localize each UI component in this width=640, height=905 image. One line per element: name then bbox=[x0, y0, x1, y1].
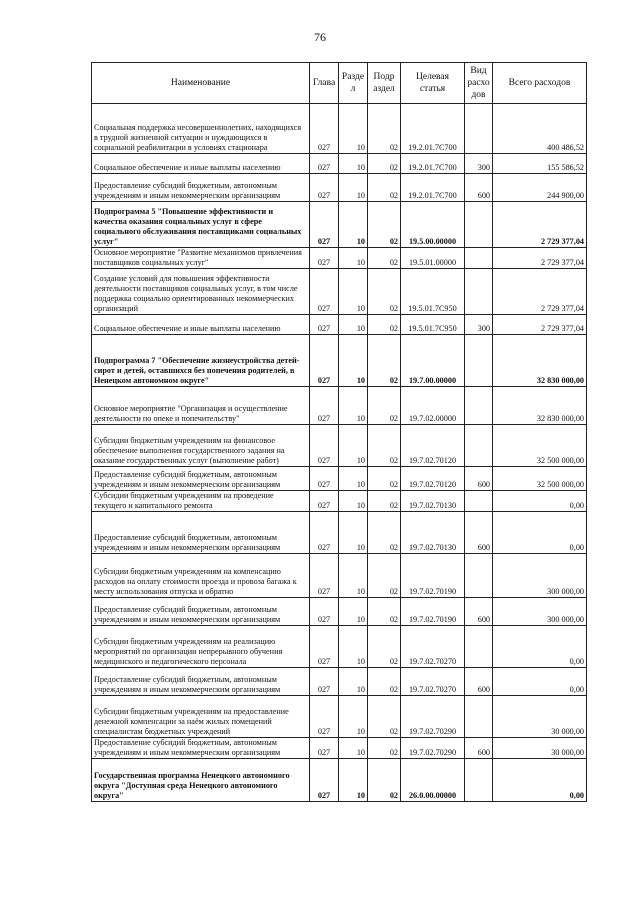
cell-razdel: 10 bbox=[339, 491, 368, 512]
cell-name: Субсидии бюджетным учреждениям на реализацию мероприятий по организации непрерывного обучения медицинского и педагогического персонала bbox=[92, 626, 310, 668]
cell-razdel: 10 bbox=[339, 335, 368, 387]
cell-name: Предоставление субсидий бюджетным, автономным учреждениям и иным некоммерческим организациям bbox=[92, 174, 310, 202]
cell-expense-type bbox=[465, 696, 493, 738]
cell-glava: 027 bbox=[310, 491, 339, 512]
cell-article: 19.2.01.7С700 bbox=[401, 104, 465, 154]
cell-razdel: 10 bbox=[339, 425, 368, 467]
table-row bbox=[92, 554, 587, 598]
header-expense-type: Вид расхо дов bbox=[465, 63, 493, 104]
table-row bbox=[92, 512, 587, 554]
cell-expense-type: 600 bbox=[465, 738, 493, 759]
cell-expense-type bbox=[465, 626, 493, 668]
cell-name: Предоставление субсидий бюджетным, автономным учреждениям и иным некоммерческим организациям bbox=[92, 738, 310, 759]
table-row bbox=[92, 598, 587, 626]
cell-expense-type: 600 bbox=[465, 512, 493, 554]
cell-name: Основное мероприятие "Развитие механизмов привлечения поставщиков социальных услуг" bbox=[92, 248, 310, 269]
cell-razdel: 10 bbox=[339, 467, 368, 491]
table-row bbox=[92, 315, 587, 335]
cell-expense-type bbox=[465, 269, 493, 315]
cell-podrazdel: 02 bbox=[368, 269, 401, 315]
cell-name: Предоставление субсидий бюджетным, автономным учреждениям и иным некоммерческим организациям bbox=[92, 467, 310, 491]
cell-article: 19.7.02.70270 bbox=[401, 668, 465, 696]
cell-razdel: 10 bbox=[339, 104, 368, 154]
cell-expense-type: 300 bbox=[465, 154, 493, 174]
cell-razdel: 10 bbox=[339, 387, 368, 425]
cell-razdel: 10 bbox=[339, 759, 368, 802]
cell-glava: 027 bbox=[310, 248, 339, 269]
cell-name: Основное мероприятие "Организация и осуществление деятельности по опеке и попечительству" bbox=[92, 387, 310, 425]
cell-expense-type bbox=[465, 387, 493, 425]
cell-expense-type: 600 bbox=[465, 598, 493, 626]
cell-name: Социальное обеспечение и иные выплаты населению bbox=[92, 154, 310, 174]
cell-podrazdel: 02 bbox=[368, 154, 401, 174]
cell-podrazdel: 02 bbox=[368, 626, 401, 668]
cell-total: 0,00 bbox=[493, 512, 587, 554]
table-row bbox=[92, 626, 587, 668]
cell-article: 19.2.01.7С700 bbox=[401, 174, 465, 202]
cell-article: 19.7.02.70130 bbox=[401, 512, 465, 554]
cell-podrazdel: 02 bbox=[368, 759, 401, 802]
cell-razdel: 10 bbox=[339, 202, 368, 248]
cell-name: Субсидии бюджетным учреждениям на проведение текущего и капитального ремонта bbox=[92, 491, 310, 512]
cell-article: 19.7.02.70270 bbox=[401, 626, 465, 668]
cell-name: Предоставление субсидий бюджетным, автономным учреждениям и иным некоммерческим организациям bbox=[92, 512, 310, 554]
cell-article: 19.7.02.70120 bbox=[401, 467, 465, 491]
cell-name: Подпрограмма 5 "Повышение эффективности и качества оказания социальных услуг в сфере социального обслуживания поставщиками социальных услуг" bbox=[92, 202, 310, 248]
cell-expense-type bbox=[465, 202, 493, 248]
cell-name: Подпрограмма 7 "Обеспечение жизнеустройства детей-сирот и детей, оставшихся без попечения родителей, в Ненецком автономном округе" bbox=[92, 335, 310, 387]
cell-total: 0,00 bbox=[493, 491, 587, 512]
header-podrazdel: Подр аздел bbox=[368, 63, 401, 104]
page-number: 76 bbox=[314, 30, 326, 44]
table-row bbox=[92, 738, 587, 759]
table-body bbox=[92, 104, 587, 802]
cell-article: 19.2.01.7С700 bbox=[401, 154, 465, 174]
cell-glava: 027 bbox=[310, 738, 339, 759]
header-total: Всего расходов bbox=[493, 63, 587, 104]
cell-name: Субсидии бюджетным учреждениям на финансовое обеспечение выполнения государственного задания на оказание государственных услуг (выполнение работ) bbox=[92, 425, 310, 467]
cell-total: 32 500 000,00 bbox=[493, 425, 587, 467]
cell-total: 2 729 377,04 bbox=[493, 202, 587, 248]
cell-podrazdel: 02 bbox=[368, 738, 401, 759]
header-glava: Глава bbox=[310, 63, 339, 104]
cell-glava: 027 bbox=[310, 598, 339, 626]
cell-article: 19.7.00.00000 bbox=[401, 335, 465, 387]
cell-total: 32 830 000,00 bbox=[493, 335, 587, 387]
cell-article: 19.7.02.00000 bbox=[401, 387, 465, 425]
cell-podrazdel: 02 bbox=[368, 598, 401, 626]
cell-glava: 027 bbox=[310, 104, 339, 154]
cell-expense-type: 600 bbox=[465, 668, 493, 696]
cell-total: 32 500 000,00 bbox=[493, 467, 587, 491]
cell-razdel: 10 bbox=[339, 269, 368, 315]
cell-total: 0,00 bbox=[493, 759, 587, 802]
table-row bbox=[92, 104, 587, 154]
table-row bbox=[92, 248, 587, 269]
cell-podrazdel: 02 bbox=[368, 387, 401, 425]
cell-razdel: 10 bbox=[339, 174, 368, 202]
cell-podrazdel: 02 bbox=[368, 668, 401, 696]
cell-glava: 027 bbox=[310, 335, 339, 387]
cell-total: 0,00 bbox=[493, 626, 587, 668]
table-row bbox=[92, 154, 587, 174]
cell-glava: 027 bbox=[310, 696, 339, 738]
cell-razdel: 10 bbox=[339, 154, 368, 174]
cell-glava: 027 bbox=[310, 425, 339, 467]
cell-podrazdel: 02 bbox=[368, 104, 401, 154]
cell-article: 19.7.02.70130 bbox=[401, 491, 465, 512]
cell-total: 2 729 377,04 bbox=[493, 315, 587, 335]
cell-name: Создание условий для повышения эффективности деятельности поставщиков социальных услуг, в том числе поддержка социально ориентированных некоммерческих организаций bbox=[92, 269, 310, 315]
cell-podrazdel: 02 bbox=[368, 512, 401, 554]
cell-razdel: 10 bbox=[339, 512, 368, 554]
cell-razdel: 10 bbox=[339, 626, 368, 668]
cell-total: 155 586,52 bbox=[493, 154, 587, 174]
cell-article: 19.7.02.70290 bbox=[401, 738, 465, 759]
cell-razdel: 10 bbox=[339, 668, 368, 696]
cell-razdel: 10 bbox=[339, 248, 368, 269]
cell-article: 19.5.00.00000 bbox=[401, 202, 465, 248]
cell-glava: 027 bbox=[310, 668, 339, 696]
header-article: Целевая статья bbox=[401, 63, 465, 104]
cell-razdel: 10 bbox=[339, 696, 368, 738]
cell-total: 0,00 bbox=[493, 668, 587, 696]
cell-podrazdel: 02 bbox=[368, 554, 401, 598]
cell-name: Субсидии бюджетным учреждениям на предоставление денежной компенсации за наём жилых помещений специалистам бюджетных учреждений bbox=[92, 696, 310, 738]
cell-glava: 027 bbox=[310, 626, 339, 668]
cell-total: 30 000,00 bbox=[493, 696, 587, 738]
cell-article: 26.0.00.00000 bbox=[401, 759, 465, 802]
table-row bbox=[92, 387, 587, 425]
cell-article: 19.7.02.70190 bbox=[401, 598, 465, 626]
cell-glava: 027 bbox=[310, 174, 339, 202]
cell-total: 400 486,52 bbox=[493, 104, 587, 154]
table-row bbox=[92, 668, 587, 696]
cell-glava: 027 bbox=[310, 512, 339, 554]
cell-name: Субсидии бюджетным учреждениям на компенсацию расходов на оплату стоимости проезда и провоза багажа к месту использования отпуска и обратно bbox=[92, 554, 310, 598]
table-row bbox=[92, 425, 587, 467]
header-name: Наименование bbox=[92, 63, 310, 104]
cell-razdel: 10 bbox=[339, 738, 368, 759]
table-row bbox=[92, 491, 587, 512]
cell-expense-type bbox=[465, 554, 493, 598]
cell-total: 2 729 377,04 bbox=[493, 248, 587, 269]
cell-glava: 027 bbox=[310, 759, 339, 802]
cell-expense-type bbox=[465, 491, 493, 512]
cell-expense-type bbox=[465, 248, 493, 269]
cell-total: 2 729 377,04 bbox=[493, 269, 587, 315]
cell-expense-type bbox=[465, 759, 493, 802]
cell-glava: 027 bbox=[310, 315, 339, 335]
cell-glava: 027 bbox=[310, 269, 339, 315]
cell-podrazdel: 02 bbox=[368, 174, 401, 202]
cell-expense-type bbox=[465, 104, 493, 154]
cell-expense-type: 600 bbox=[465, 174, 493, 202]
cell-total: 32 830 000,00 bbox=[493, 387, 587, 425]
cell-podrazdel: 02 bbox=[368, 315, 401, 335]
cell-podrazdel: 02 bbox=[368, 248, 401, 269]
table-row bbox=[92, 467, 587, 491]
header-razdel: Разде л bbox=[339, 63, 368, 104]
table-row bbox=[92, 202, 587, 248]
cell-total: 300 000,00 bbox=[493, 598, 587, 626]
cell-razdel: 10 bbox=[339, 598, 368, 626]
cell-podrazdel: 02 bbox=[368, 467, 401, 491]
cell-expense-type: 300 bbox=[465, 315, 493, 335]
cell-name: Предоставление субсидий бюджетным, автономным учреждениям и иным некоммерческим организациям bbox=[92, 668, 310, 696]
cell-podrazdel: 02 bbox=[368, 335, 401, 387]
cell-glava: 027 bbox=[310, 554, 339, 598]
cell-article: 19.5.01.7С950 bbox=[401, 269, 465, 315]
cell-razdel: 10 bbox=[339, 315, 368, 335]
table-row bbox=[92, 759, 587, 802]
cell-name: Социальное обеспечение и иные выплаты населению bbox=[92, 315, 310, 335]
cell-glava: 027 bbox=[310, 467, 339, 491]
cell-podrazdel: 02 bbox=[368, 202, 401, 248]
budget-table bbox=[91, 62, 587, 802]
cell-glava: 027 bbox=[310, 154, 339, 174]
table-header-row bbox=[92, 63, 587, 104]
cell-total: 244 900,00 bbox=[493, 174, 587, 202]
cell-article: 19.7.02.70290 bbox=[401, 696, 465, 738]
cell-podrazdel: 02 bbox=[368, 425, 401, 467]
cell-podrazdel: 02 bbox=[368, 696, 401, 738]
cell-total: 300 000,00 bbox=[493, 554, 587, 598]
cell-article: 19.5.01.7С950 bbox=[401, 315, 465, 335]
cell-total: 30 000,00 bbox=[493, 738, 587, 759]
cell-podrazdel: 02 bbox=[368, 491, 401, 512]
table-row bbox=[92, 174, 587, 202]
table-row bbox=[92, 696, 587, 738]
table-row bbox=[92, 335, 587, 387]
cell-name: Государственная программа Ненецкого автономного округа "Доступная среда Ненецкого автономного округа" bbox=[92, 759, 310, 802]
cell-article: 19.7.02.70190 bbox=[401, 554, 465, 598]
cell-razdel: 10 bbox=[339, 554, 368, 598]
cell-expense-type bbox=[465, 335, 493, 387]
cell-expense-type bbox=[465, 425, 493, 467]
cell-article: 19.7.02.70120 bbox=[401, 425, 465, 467]
cell-name: Предоставление субсидий бюджетным, автономным учреждениям и иным некоммерческим организациям bbox=[92, 598, 310, 626]
cell-article: 19.5.01.00000 bbox=[401, 248, 465, 269]
table-row bbox=[92, 269, 587, 315]
cell-expense-type: 600 bbox=[465, 467, 493, 491]
cell-glava: 027 bbox=[310, 202, 339, 248]
cell-glava: 027 bbox=[310, 387, 339, 425]
cell-name: Социальная поддержка несовершеннолетних, находящихся в трудной жизненной ситуации и нуждающихся в социальной реабилитации в условиях стационара bbox=[92, 104, 310, 154]
